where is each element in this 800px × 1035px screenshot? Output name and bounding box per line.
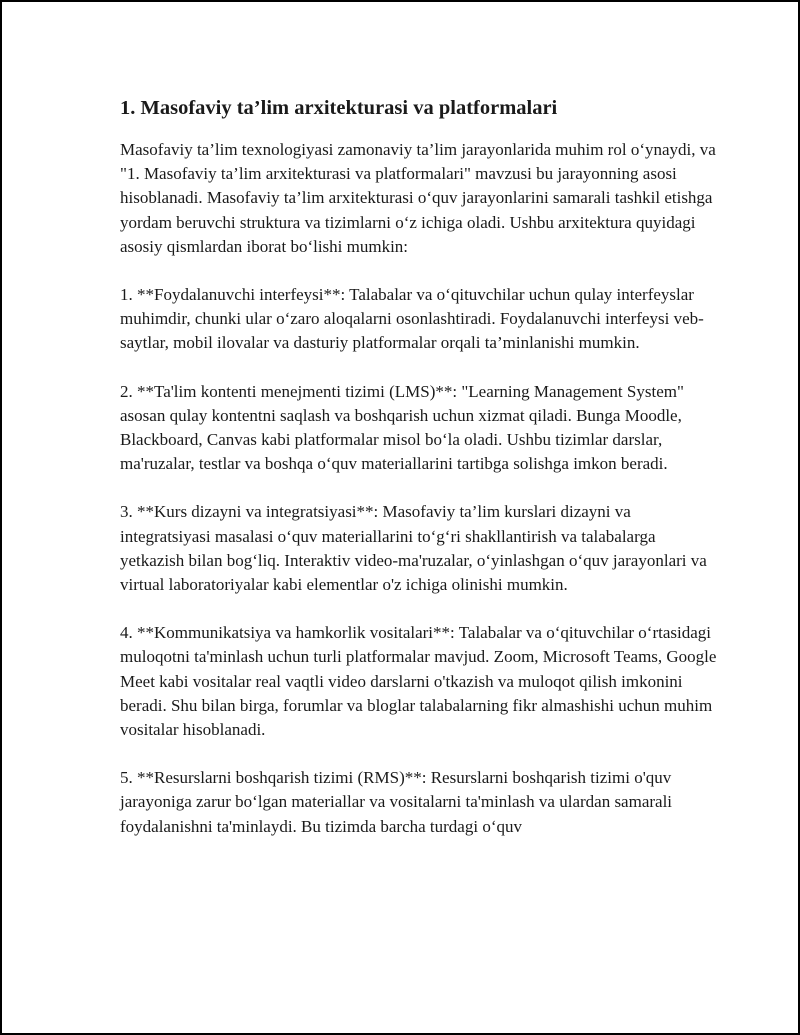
section-5-paragraph: 5. **Resurslarni boshqarish tizimi (RMS)**: Resurslarni boshqarish tizimi o'quv jarayoniga zarur boʻlgan materiallar va vositalarni ta'minlash va ulardan samarali foydalanishni ta'minlaydi. Bu tizimda barcha turdagi oʻquv: [120, 768, 673, 836]
section-2-paragraph: 2. **Ta'lim kontenti menejmenti tizimi (LMS)**: "Learning Management System" asosan qulay kontentni saqlash va boshqarish uchun xizmat qiladi. Bunga Moodle, Blackboard, Canvas kabi platformalar misol boʻla oladi. Ushbu tizimlar darslar, ma'ruzalar, testlar va boshqa oʻquv materiallarini tartibga solishga imkon beradi.: [120, 381, 684, 474]
document-body: [120, 90, 720, 839]
section-3-paragraph: 3. **Kurs dizayni va integratsiyasi**: Masofaviy ta’lim kurslari dizayni va integratsiyasi masalasi oʻquv materiallarini toʻgʻri shakllantirish va talabalarga yetkazish bilan bogʻliq. Interaktiv video-ma'ruzalar, oʻyinlashgan oʻquv jarayonlari va virtual laboratoriyalar kabi elementlar o'z ichiga olinishi mumkin.: [120, 502, 707, 595]
section-1-paragraph: 1. **Foydalanuvchi interfeysi**: Talabalar va oʻqituvchilar uchun qulay interfeyslar muhimdir, chunki ular oʻzaro aloqalarni osonlashtiradi. Foydalanuvchi interfeysi veb-saytlar, mobil ilovalar va dasturiy platformalar orqali ta’minlanishi mumkin.: [120, 285, 704, 353]
page-title: 1. Masofaviy ta’lim arxitekturasi va platformalari: [120, 97, 558, 119]
intro-paragraph: Masofaviy ta’lim texnologiyasi zamonaviy ta’lim jarayonlarida muhim rol oʻynaydi, va "1. Masofaviy ta’lim arxitekturasi va platformalari" mavzusi bu jarayonning asosi hisoblanadi. Masofaviy ta’lim arxitekturasi oʻquv jarayonlarini samarali tashkil etishga yordam beruvchi struktura va tizimlarni oʻz ichiga oladi. Ushbu arxitektura quyidagi asosiy qismlardan iborat boʻlishi mumkin:: [120, 140, 716, 256]
section-4-paragraph: 4. **Kommunikatsiya va hamkorlik vositalari**: Talabalar va oʻqituvchilar oʻrtasidagi muloqotni ta'minlash uchun turli platformalar mavjud. Zoom, Microsoft Teams, Google Meet kabi vositalar real vaqtli video darslarni o'tkazish va muloqot qilish imkonini beradi. Shu bilan birga, forumlar va bloglar talabalarning fikr almashishi uchun muhim vositalar hisoblanadi.: [120, 623, 717, 740]
